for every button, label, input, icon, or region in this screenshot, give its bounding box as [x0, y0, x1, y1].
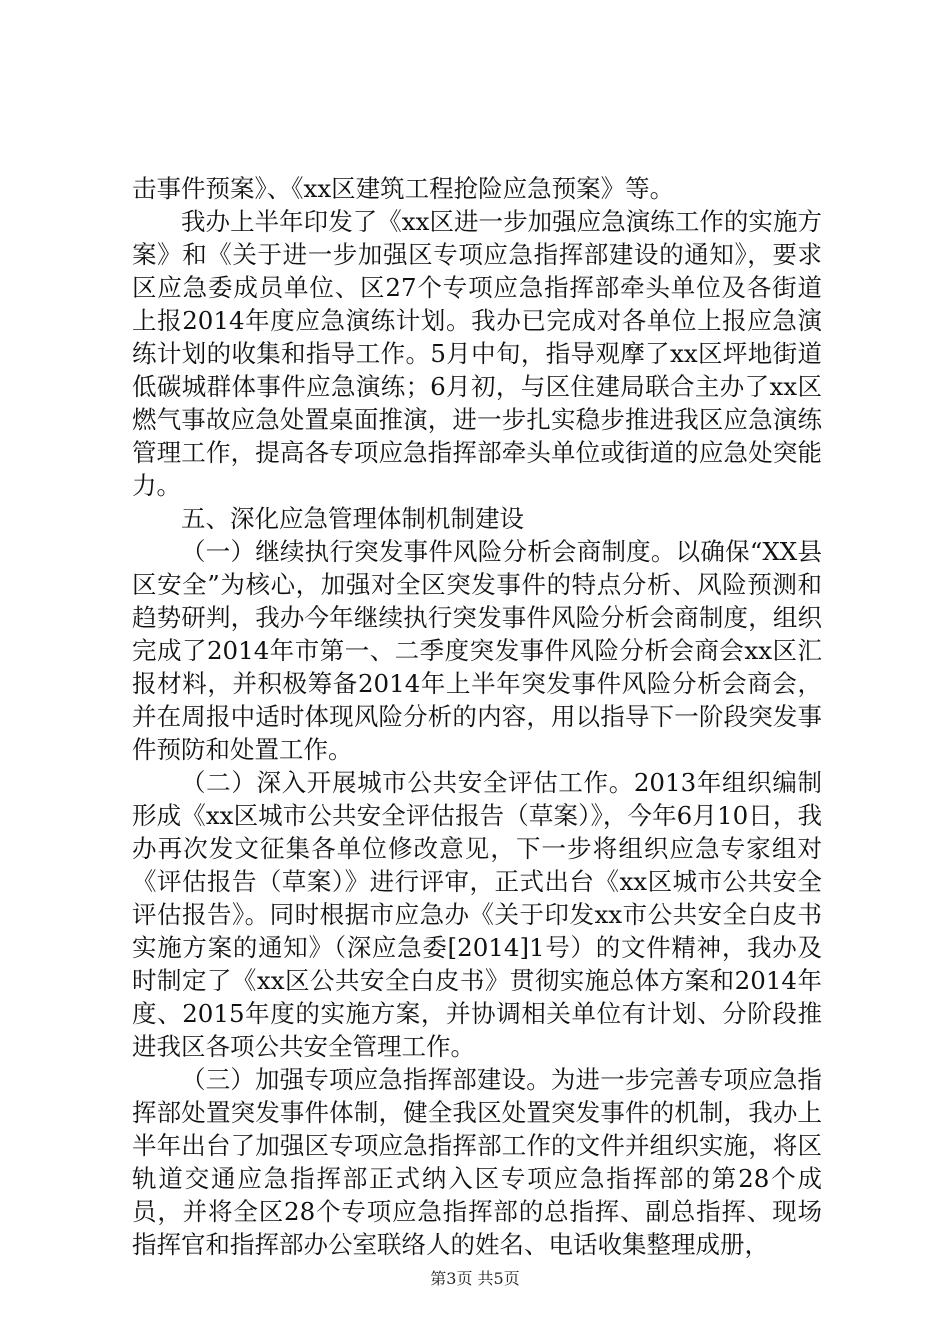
page-number-footer: 第3页 共5页	[430, 1269, 520, 1288]
section-heading: 五、深化应急管理体制机制建设	[181, 504, 524, 533]
paragraph-drill-plan: 我办上半年印发了《xx区进一步加强应急演练工作的实施方案》和《关于进一步加强区专项应急指挥部建设的通知》，要求区应急委成员单位、区27个专项应急指挥部牵头单位及各街道上报2014年度应急演练计划。我办已完成对各单位上报应急演练计划的收集和指导工作。5月中旬，指导观摩了xx区坪地街道低碳城群体事件应急演练；6月初，与区住建局联合主办了xx区燃气事故应急处置桌面推演，进一步扎实稳步推进我区应急演练管理工作，提高各专项应急指挥部牵头单位或街道的应急处突能力。	[132, 207, 822, 500]
paragraph-safety-assessment: （二）深入开展城市公共安全评估工作。2013年组织编制形成《xx区城市公共安全评估报告（草案）》，今年6月10日，我办再次发文征集各单位修改意见，下一步将组织应急专家组对《评估报告（草案）》进行评审，正式出台《xx区城市公共安全评估报告》。同时根据市应急办《关于印发xx市公共安全白皮书实施方案的通知》（深应急委[2014]1号）的文件精神，我办及时制定了《xx区公共安全白皮书》贯彻实施总体方案和2014年度、2015年度的实施方案，并协调相关单位有计划、分阶段推进我区各项公共安全管理工作。	[132, 768, 822, 1061]
paragraph-continuation: 击事件预案》、《xx区建筑工程抢险应急预案》等。	[132, 174, 675, 203]
paragraph-command-construction: （三）加强专项应急指挥部建设。为进一步完善专项应急指挥部处置突发事件体制，健全我区处置突发事件的机制，我办上半年出台了加强区专项应急指挥部工作的文件并组织实施，将区轨道交通应急指挥部正式纳入区专项应急指挥部的第28个成员，并将全区28个专项应急指挥部的总指挥、副总指挥、现场指挥官和指挥部办公室联络人的姓名、电话收集整理成册，	[132, 1065, 822, 1259]
paragraph-risk-analysis: （一）继续执行突发事件风险分析会商制度。以确保“XX县区安全”为核心，加强对全区突发事件的特点分析、风险预测和趋势研判，我办今年继续执行突发事件风险分析会商制度，组织完成了2014年市第一、二季度突发事件风险分析会商会xx区汇报材料，并积极筹备2014年上半年突发事件风险分析会商会，并在周报中适时体现风险分析的内容，用以指导下一阶段突发事件预防和处置工作。	[132, 537, 822, 764]
document-body	[132, 172, 822, 1261]
